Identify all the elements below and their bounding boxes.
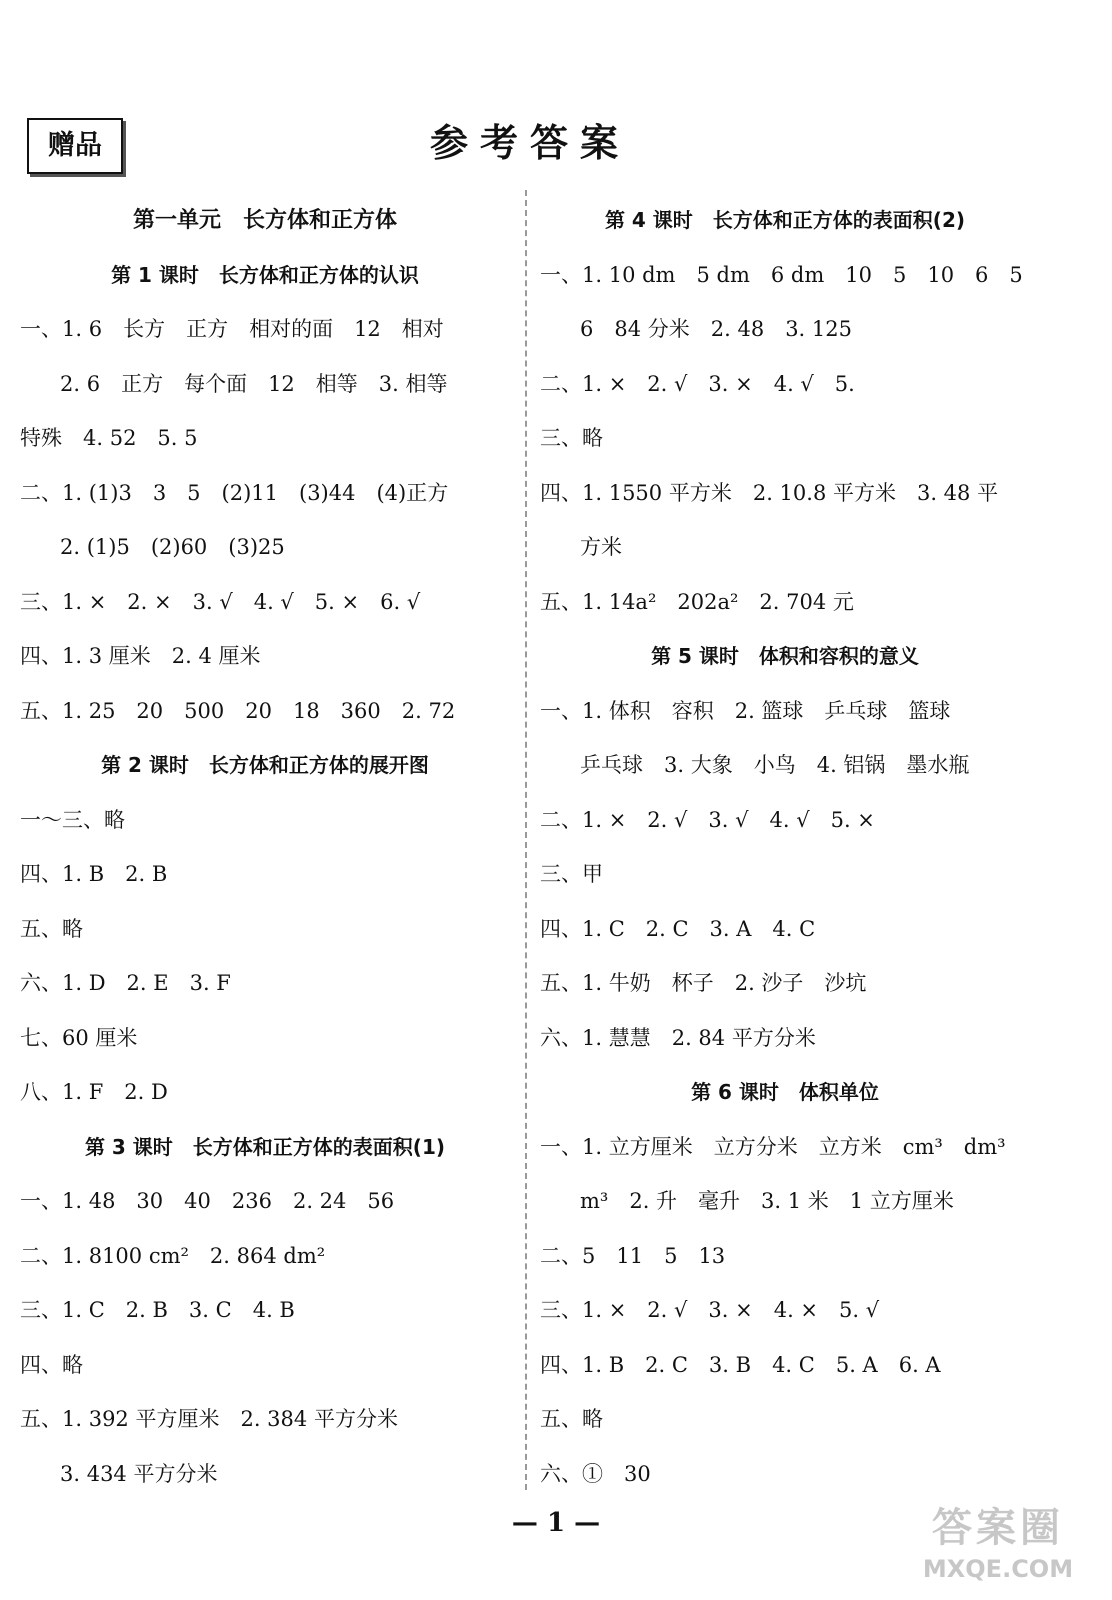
answer-line: 2. 6 正方 每个面 12 相等 3. 相等 — [60, 371, 448, 396]
answer-line: 三、略 — [540, 426, 603, 450]
answer-line: 四、1. C 2. C 3. A 4. C — [540, 916, 816, 941]
answer-line: 乒乓球 3. 大象 小鸟 4. 铝锅 墨水瓶 — [580, 753, 970, 777]
answer-line: 三、甲 — [540, 862, 603, 886]
lesson-heading: 第 2 课时 长方体和正方体的展开图 — [101, 753, 429, 777]
answer-line: 二、1. × 2. √ 3. √ 4. √ 5. × — [540, 807, 875, 832]
answer-line: 三、1. × 2. √ 3. × 4. × 5. √ — [540, 1298, 880, 1322]
answer-line: 3. 434 平方分米 — [60, 1461, 218, 1486]
answer-line: 方米 — [580, 535, 622, 559]
answer-line: 四、1. B 2. B — [20, 862, 168, 886]
answer-line: 五、略 — [20, 916, 83, 941]
answer-line: 四、1. B 2. C 3. B 4. C 5. A 6. A — [540, 1352, 941, 1377]
lesson-heading: 第 4 课时 长方体和正方体的表面积(2) — [604, 208, 966, 232]
answer-line: 二、1. × 2. √ 3. × 4. √ 5. — [540, 371, 855, 396]
answer-line: 一、1. 48 30 40 236 2. 24 56 — [20, 1189, 395, 1213]
answer-line: 六、① 30 — [540, 1461, 651, 1486]
gift-badge: 赠品 — [27, 118, 123, 174]
answer-line: 一、1. 体积 容积 2. 篮球 乒乓球 篮球 — [540, 698, 951, 723]
lesson-heading: 第 3 课时 长方体和正方体的表面积(1) — [84, 1134, 446, 1159]
answer-line: 五、1. 392 平方厘米 2. 384 平方分米 — [20, 1407, 398, 1431]
page-title: 参考答案 — [429, 121, 630, 165]
answer-line: 六、1. 慧慧 2. 84 平方分米 — [540, 1025, 816, 1050]
answer-line: 2. (1)5 (2)60 (3)25 — [60, 535, 285, 559]
left-column — [20, 200, 510, 1508]
answer-line: 五、略 — [540, 1407, 603, 1431]
answer-line: m³ 2. 升 毫升 3. 1 米 1 立方厘米 — [580, 1189, 954, 1213]
answer-line: 一、1. 10 dm 5 dm 6 dm 10 5 10 6 5 — [540, 262, 1023, 287]
answer-line: 五、1. 牛奶 杯子 2. 沙子 沙坑 — [540, 971, 867, 995]
answer-line: 特殊 4. 52 5. 5 — [20, 426, 198, 450]
answer-line: 三、1. C 2. B 3. C 4. B — [20, 1298, 295, 1322]
answer-line: 一、1. 6 长方 正方 相对的面 12 相对 — [20, 317, 444, 341]
page-number: — 1 — — [511, 1508, 601, 1538]
answer-line: 五、1. 25 20 500 20 18 360 2. 72 — [20, 698, 456, 723]
answer-line: 七、60 厘米 — [20, 1025, 138, 1050]
answer-line: 八、1. F 2. D — [20, 1080, 168, 1104]
lesson-heading: 第 1 课时 长方体和正方体的认识 — [111, 262, 419, 287]
answer-line: 三、1. × 2. × 3. √ 4. √ 5. × 6. √ — [20, 589, 421, 614]
answer-line: 一～三、略 — [20, 807, 125, 832]
answer-line: 四、1. 3 厘米 2. 4 厘米 — [20, 644, 261, 668]
answer-line: 四、1. 1550 平方米 2. 10.8 平方米 3. 48 平 — [540, 480, 999, 505]
answer-line: 二、5 11 5 13 — [540, 1243, 726, 1268]
answer-line: 二、1. (1)3 3 5 (2)11 (3)44 (4)正方 — [20, 480, 449, 505]
answer-line: 五、1. 14a² 202a² 2. 704 元 — [540, 589, 854, 614]
answer-line: 二、1. 8100 cm² 2. 864 dm² — [20, 1243, 326, 1268]
answer-line: 一、1. 立方厘米 立方分米 立方米 cm³ dm³ — [540, 1134, 1006, 1159]
unit-heading: 第一单元 长方体和正方体 — [132, 207, 397, 233]
answer-line: 六、1. D 2. E 3. F — [20, 971, 231, 995]
watermark-text: 答案圈 — [932, 1505, 1064, 1551]
watermark-url: MXQE.COM — [922, 1555, 1074, 1583]
watermark-logo — [898, 1502, 1098, 1592]
answer-line: 四、略 — [20, 1352, 83, 1377]
lesson-heading: 第 6 课时 体积单位 — [691, 1080, 879, 1104]
column-divider — [525, 190, 527, 1490]
lesson-heading: 第 5 课时 体积和容积的意义 — [651, 644, 919, 668]
right-column — [540, 200, 1030, 1508]
answer-line: 6 84 分米 2. 48 3. 125 — [580, 317, 852, 341]
